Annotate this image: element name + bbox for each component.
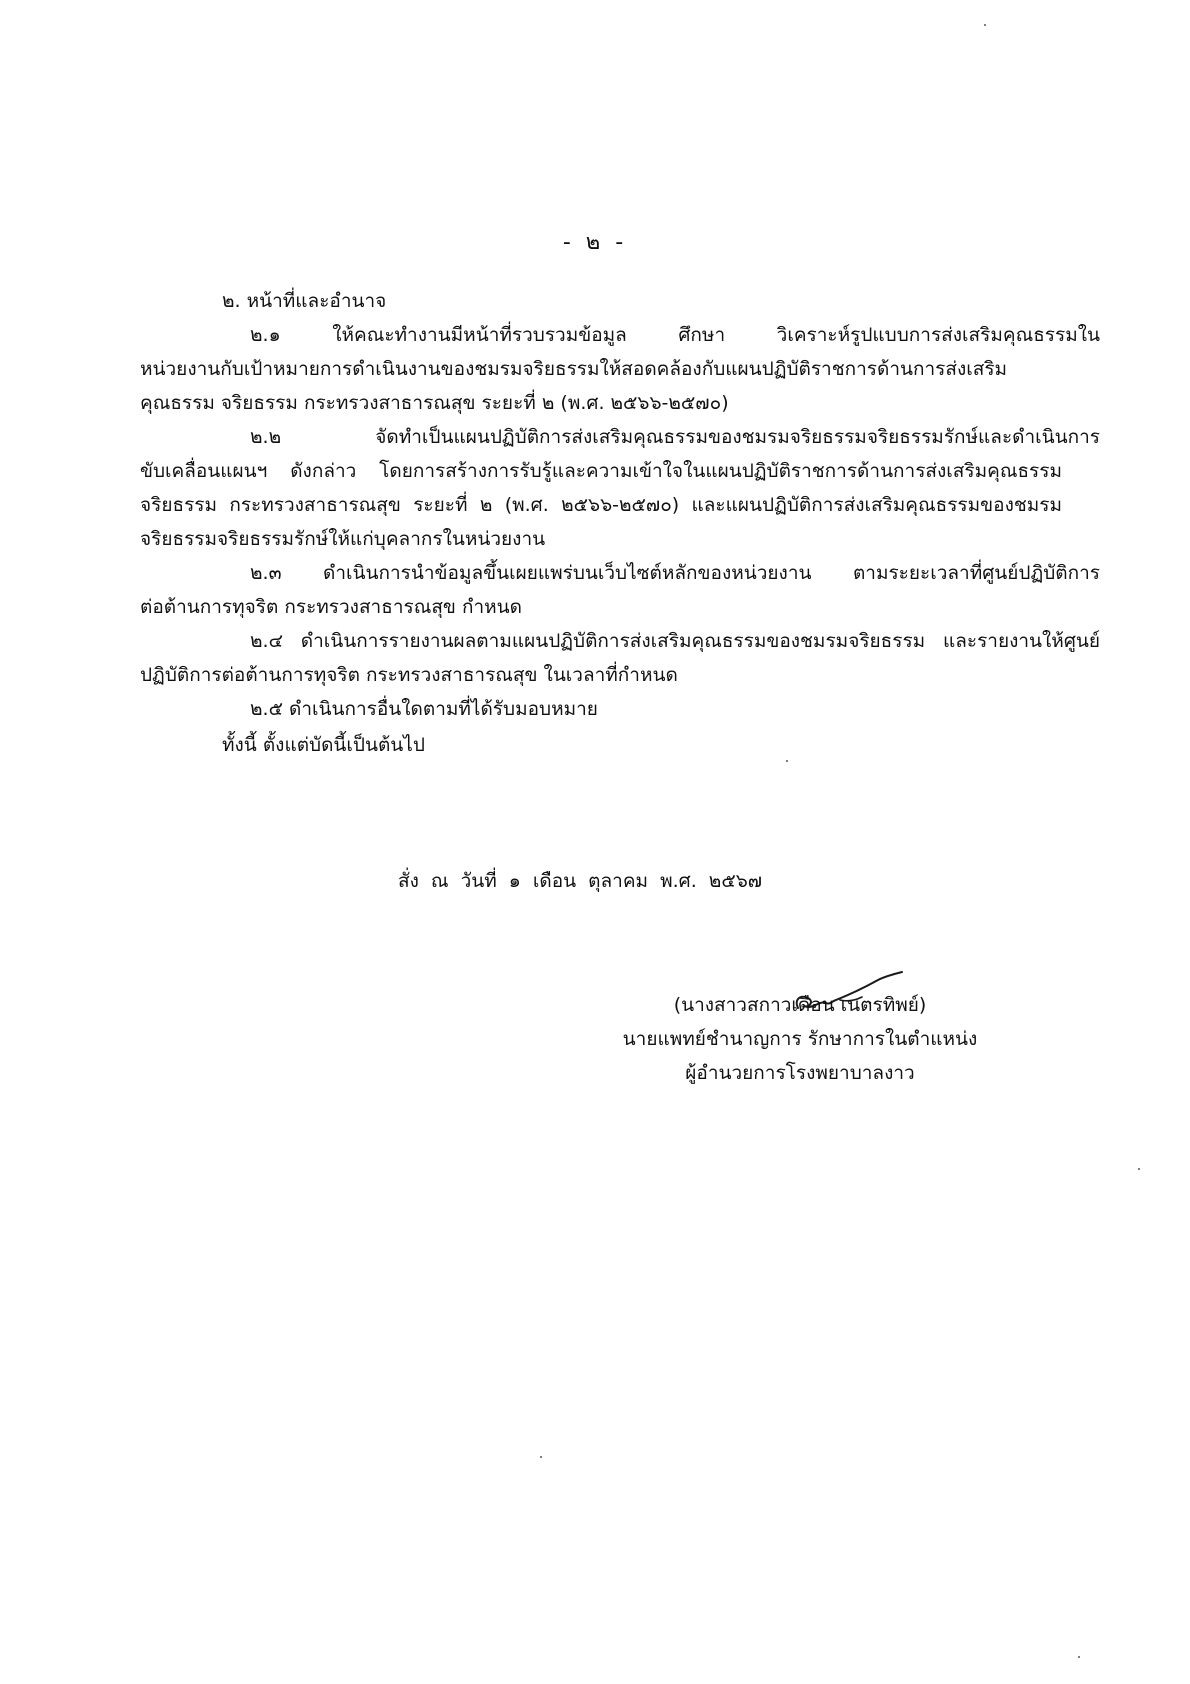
page-number: - ๒ - (562, 230, 628, 255)
order-date: สั่ง ณ วันที่ ๑ เดือน ตุลาคม พ.ศ. ๒๕๖๗ (398, 870, 763, 892)
effective-statement: ทั้งนี้ ตั้งแต่บัดนี้เป็นต้นไป (222, 734, 425, 756)
signatory-name: (นางสาวสกาวเดือน เนตรทิพย์) (673, 994, 927, 1016)
item-2-3-line-2: ต่อต้านการทุจริต กระทรวงสาธารณสุข กำหนด (140, 596, 522, 618)
section-heading: ๒. หน้าที่และอำนาจ (222, 290, 387, 312)
scan-speck (1078, 1656, 1080, 1658)
scan-speck (540, 1456, 542, 1458)
signatory-title: ผู้อำนวยการโรงพยาบาลงาว (685, 1062, 915, 1084)
item-2-4-line-1: ๒.๔ ดำเนินการรายงานผลตามแผนปฏิบัติการส่งเสริมคุณธรรมของชมรมจริยธรรม และรายงานให้ศูนย์ (250, 630, 1100, 652)
scan-speck (984, 24, 986, 26)
item-2-1-line-2: หน่วยงานกับเป้าหมายการดำเนินงานของชมรมจริยธรรมให้สอดคล้องกับแผนปฏิบัติราชการด้านการส่งเสริม (140, 358, 1008, 380)
item-2-1-line-1: ๒.๑ ให้คณะทำงานมีหน้าที่รวบรวมข้อมูล ศึกษา วิเคราะห์รูปแบบการส่งเสริมคุณธรรมใน (250, 324, 1100, 346)
item-2-2-line-2: ขับเคลื่อนแผนฯ ดังกล่าว โดยการสร้างการรับรู้และความเข้าใจในแผนปฏิบัติราชการด้านการส่งเสริมคุณธรรม (140, 460, 1062, 482)
item-2-4-line-2: ปฏิบัติการต่อต้านการทุจริต กระทรวงสาธารณสุข ในเวลาที่กำหนด (140, 664, 678, 686)
item-2-2-line-4: จริยธรรมจริยธรรมรักษ์ให้แก่บุคลากรในหน่วยงาน (140, 528, 546, 550)
scan-speck (1138, 1168, 1140, 1170)
item-2-3-line-1: ๒.๓ ดำเนินการนำข้อมูลขึ้นเผยแพร่บนเว็บไซต์หลักของหน่วยงาน ตามระยะเวลาที่ศูนย์ปฏิบัติการ (250, 562, 1100, 584)
item-2-2-line-1: ๒.๒ จัดทำเป็นแผนปฏิบัติการส่งเสริมคุณธรรมของชมรมจริยธรรมจริยธรรมรักษ์และดำเนินการ (250, 426, 1100, 448)
signatory-position: นายแพทย์ชำนาญการ รักษาการในตำแหน่ง (622, 1028, 978, 1050)
item-2-5-line-1: ๒.๕ ดำเนินการอื่นใดตามที่ได้รับมอบหมาย (250, 698, 598, 720)
item-2-1-line-3: คุณธรรม จริยธรรม กระทรวงสาธารณสุข ระยะที่ ๒ (พ.ศ. ๒๕๖๖-๒๕๗๐) (140, 392, 729, 414)
item-2-2-line-3: จริยธรรม กระทรวงสาธารณสุข ระยะที่ ๒ (พ.ศ. ๒๕๖๖-๒๕๗๐) และแผนปฏิบัติการส่งเสริมคุณธรรมของชมรม (140, 494, 1062, 516)
scan-speck (786, 760, 788, 762)
